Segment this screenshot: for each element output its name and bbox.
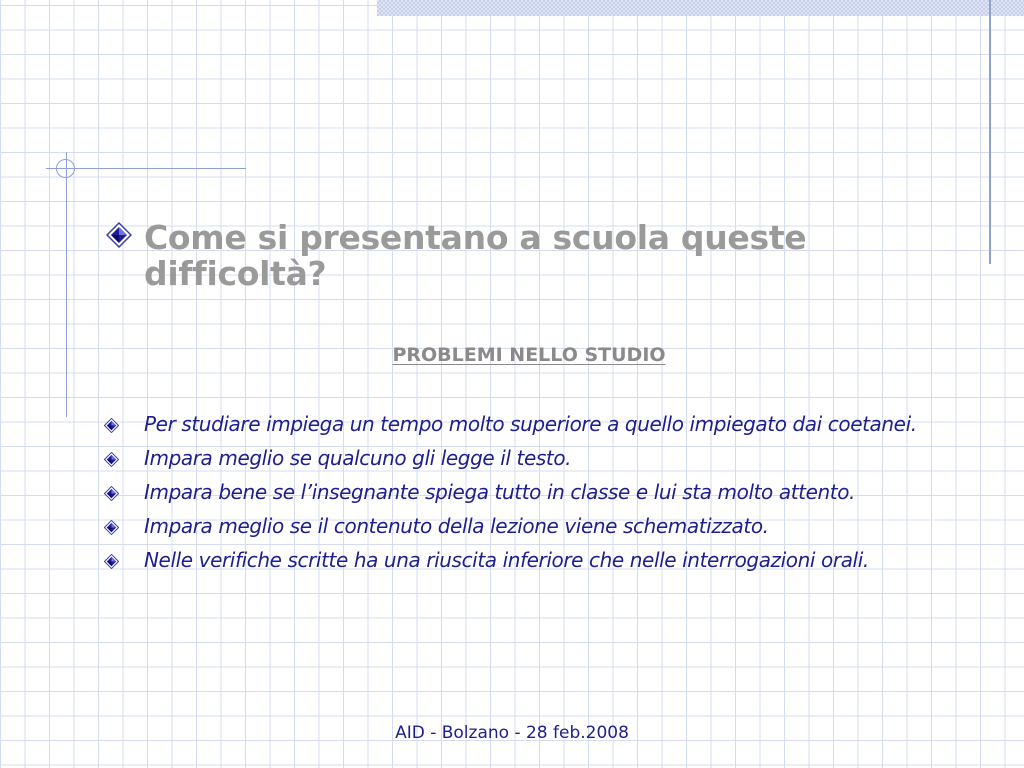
bullet-text: Impara meglio se il contenuto della lezione viene schematizzato. xyxy=(144,514,769,538)
diamond-bullet-icon xyxy=(104,486,119,501)
bullet-item xyxy=(104,513,944,540)
diamond-bullet-icon xyxy=(104,554,119,569)
diamond-bullet-icon xyxy=(104,452,119,467)
bullet-item xyxy=(104,445,944,472)
diamond-bullet-icon xyxy=(104,418,119,433)
diamond-bullet-icon xyxy=(106,222,132,248)
bullet-item xyxy=(104,547,944,574)
bullet-item xyxy=(104,479,944,506)
bullet-item xyxy=(104,411,944,438)
top-decorative-band xyxy=(377,0,1024,16)
bullet-text: Nelle verifiche scritte ha una riuscita inferiore che nelle interrogazioni orali. xyxy=(144,548,869,572)
left-vertical-accent-line xyxy=(66,152,67,417)
bullet-list xyxy=(104,411,944,581)
slide-footer: AID - Bolzano - 28 feb.2008 xyxy=(395,723,629,743)
slide-title: Come si presentano a scuola queste difficoltà? xyxy=(144,218,807,293)
bullet-text: Impara meglio se qualcuno gli legge il testo. xyxy=(144,446,572,470)
section-subtitle: PROBLEMI NELLO STUDIO xyxy=(392,344,666,366)
bullet-text: Impara bene se l’insegnante spiega tutto in classe e lui sta molto attento. xyxy=(144,480,855,504)
slide-title-row xyxy=(106,220,946,292)
diamond-bullet-icon xyxy=(104,520,119,535)
bullet-text: Per studiare impiega un tempo molto superiore a quello impiegato dai coetanei. xyxy=(144,412,917,436)
right-accent-line xyxy=(989,0,991,264)
left-horizontal-accent-line xyxy=(46,168,246,169)
corner-circle-ornament xyxy=(56,159,75,178)
